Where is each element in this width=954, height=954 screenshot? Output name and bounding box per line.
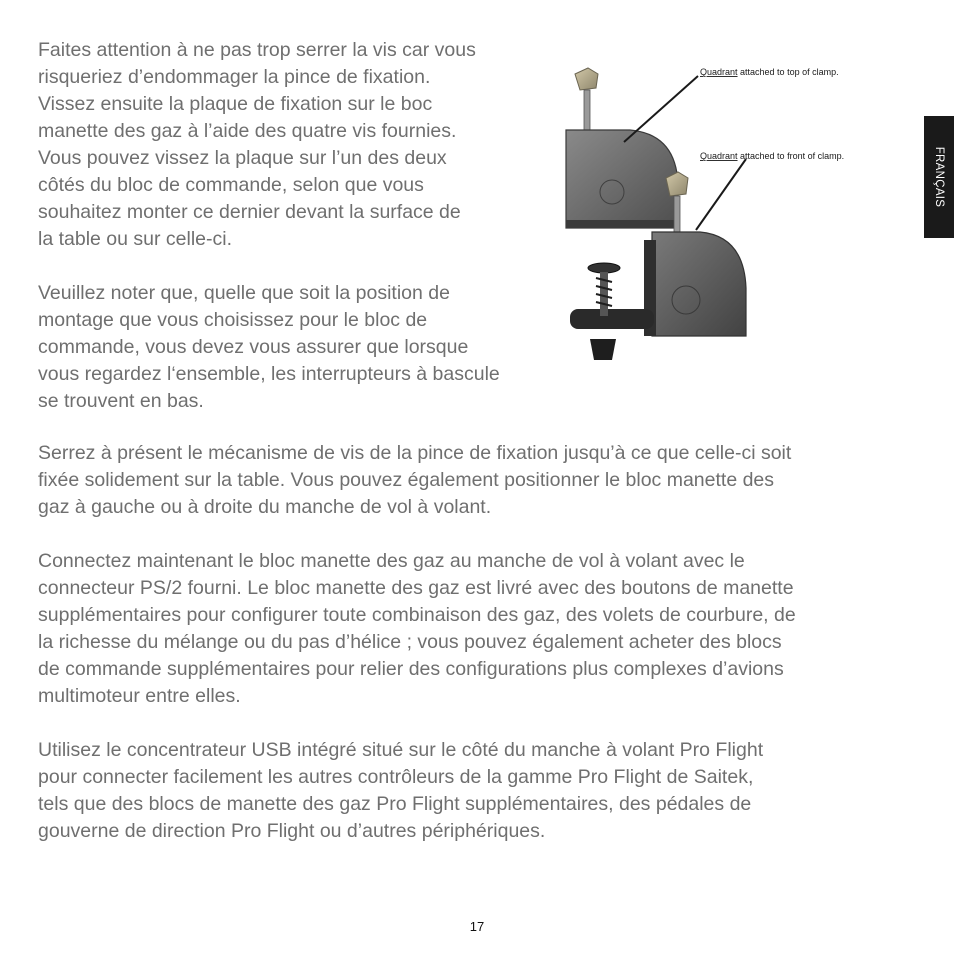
text-line: Veuillez noter que, quelle que soit la position de <box>38 282 450 304</box>
language-label: FRANÇAIS <box>933 146 945 208</box>
callout-keyword: Quadrant <box>700 67 738 77</box>
callout-label-top <box>700 67 839 77</box>
text-line: côtés du bloc de commande, selon que vous <box>38 174 424 196</box>
text-line: supplémentaires pour configurer toute combinaison des gaz, des volets de courbure, de <box>38 604 796 626</box>
text-line: fixée solidement sur la table. Vous pouvez également positionner le bloc manette des <box>38 469 775 491</box>
text-line: Connectez maintenant le bloc manette des gaz au manche de vol à volant avec le <box>38 550 745 572</box>
text-line: Vissez ensuite la plaque de fixation sur le boc <box>38 93 433 115</box>
text-line: manette des gaz à l’aide des quatre vis fournies. <box>38 120 457 142</box>
text-line: la table ou sur celle-ci. <box>38 228 233 250</box>
text-line: Serrez à présent le mécanisme de vis de la pince de fixation jusqu’à ce que celle-ci soit <box>38 442 792 464</box>
text-line: Faites attention à ne pas trop serrer la vis car vous <box>38 39 476 61</box>
text-line: gaz à gauche ou à droite du manche de vol à volant. <box>38 496 492 518</box>
text-line: tels que des blocs de manette des gaz Pro Flight supplémentaires, des pédales de <box>38 793 752 815</box>
text-line: se trouvent en bas. <box>38 390 204 412</box>
text-line: risqueriez d’endommager la pince de fixation. <box>38 66 431 88</box>
upper-quadrant-icon <box>566 130 678 228</box>
callout-line-front <box>696 159 746 230</box>
text-line: gouverne de direction Pro Flight ou d’autres périphériques. <box>38 820 546 842</box>
text-line: commande, vous devez vous assurer que lorsque <box>38 336 469 358</box>
paragraph-usb-hub <box>38 737 918 845</box>
text-line: pour connecter facilement les autres contrôleurs de la gamme Pro Flight de Saitek, <box>38 766 754 788</box>
text-line: souhaitez monter ce dernier devant la surface de <box>38 201 461 223</box>
text-line: multimoteur entre elles. <box>38 685 241 707</box>
page-number: 17 <box>469 919 485 934</box>
text-line: Utilisez le concentrateur USB intégré situé sur le côté du manche à volant Pro Flight <box>38 739 764 761</box>
paragraph-mounting-position <box>38 280 578 415</box>
text-line: Vous pouvez vissez la plaque sur l’un des deux <box>38 147 447 169</box>
paragraph-clamp-screw <box>38 37 558 253</box>
text-line: connecteur PS/2 fourni. Le bloc manette des gaz est livré avec des boutons de manette <box>38 577 794 599</box>
text-line: montage que vous choisissez pour le bloc de <box>38 309 428 331</box>
text-line: vous regardez l‘ensemble, les interrupteurs à bascule <box>38 363 500 385</box>
clamp-screw-icon <box>570 263 654 360</box>
language-tab <box>924 116 954 238</box>
paragraph-tighten-clamp <box>38 440 918 521</box>
clamp-mounting-illustration <box>560 54 900 382</box>
text-line: de commande supplémentaires pour relier des configurations plus complexes d’avions <box>38 658 784 680</box>
callout-label-front <box>700 151 844 161</box>
callout-text: attached to top of clamp. <box>737 67 839 77</box>
callout-line-top <box>624 76 698 142</box>
lower-quadrant-icon <box>644 232 746 336</box>
paragraph-connect-ps2 <box>38 548 918 710</box>
callout-keyword: Quadrant <box>700 151 738 161</box>
text-line: la richesse du mélange ou du pas d’hélice ; vous pouvez également acheter des blocs <box>38 631 782 653</box>
callout-text: attached to front of clamp. <box>737 151 845 161</box>
top-knob-icon <box>575 68 598 130</box>
